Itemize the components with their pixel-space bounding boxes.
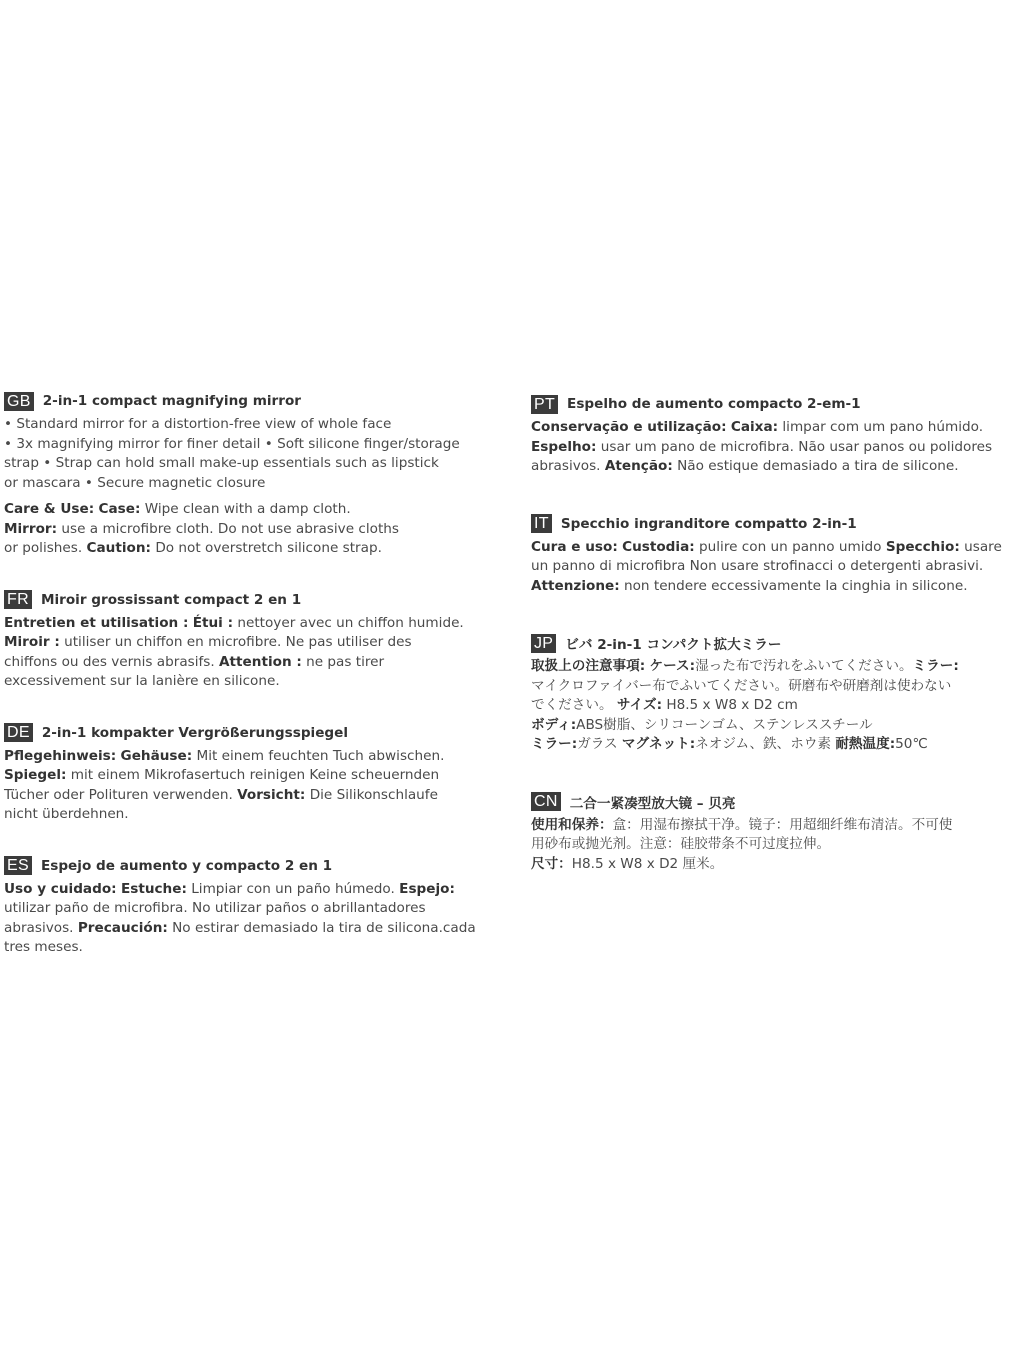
section-heading-pt bbox=[531, 393, 1024, 415]
lang-badge-cn: CN bbox=[531, 792, 561, 811]
care-line bbox=[4, 520, 499, 540]
case-label: Caixa: bbox=[730, 419, 779, 435]
care-label: Conservação e utilização: bbox=[531, 419, 727, 435]
caution-label: Atenção: bbox=[604, 458, 673, 474]
section-heading-cn bbox=[531, 791, 1024, 813]
care-line: nicht überdehnen. bbox=[4, 806, 129, 822]
care-line bbox=[531, 577, 1024, 597]
caution-text: non tendere eccessivamente la cinghia in silicone. bbox=[624, 577, 968, 594]
section-title-de: 2-in-1 kompakter Vergrößerungsspiegel bbox=[41, 724, 349, 741]
feature-line: or mascara • Secure magnetic closure bbox=[4, 474, 266, 491]
care-line bbox=[4, 614, 499, 634]
section-title-jp: ビバ 2-in-1 コンパクト拡大ミラー bbox=[565, 637, 782, 653]
feature-line: strap • Strap can hold small make-up essentials such as lipstick bbox=[4, 455, 439, 471]
care-line: 用砂布或抛光剂。注意：硅胶带条不可过度拉伸。 bbox=[531, 836, 831, 852]
care-line bbox=[531, 696, 1024, 716]
care-cn bbox=[531, 816, 1024, 875]
care-jp bbox=[531, 657, 1024, 755]
care-line bbox=[4, 766, 499, 786]
feature-line: • Standard mirror for a distortion-free view of whole face bbox=[4, 416, 392, 432]
case-text: pulire con un panno umido bbox=[699, 538, 882, 555]
magnet-label: マグネット: bbox=[621, 736, 696, 752]
mirror-label: Espelho: bbox=[531, 438, 597, 455]
case-text: Wipe clean with a damp cloth. bbox=[144, 501, 351, 517]
mirror-text-2: abrasivos. bbox=[4, 919, 74, 936]
care-label: Pflegehinweis: bbox=[4, 747, 117, 764]
care-line bbox=[4, 653, 499, 673]
section-title-fr: Miroir grossissant compact 2 en 1 bbox=[40, 591, 302, 608]
mirror-text-2: abrasivos. bbox=[531, 458, 601, 474]
section-jp bbox=[531, 632, 1024, 755]
section-heading-fr bbox=[4, 589, 499, 611]
mirror-label: ミラー: bbox=[912, 658, 959, 674]
caution-label: Caution: bbox=[86, 540, 151, 556]
care-line bbox=[531, 457, 1024, 477]
caution-text: Die Silikonschlaufe bbox=[309, 786, 438, 803]
section-cn bbox=[531, 791, 1024, 875]
care-line bbox=[4, 633, 499, 653]
case-label: ケース: bbox=[649, 658, 696, 674]
care-de bbox=[4, 747, 499, 825]
lang-badge-gb: GB bbox=[4, 392, 34, 411]
care-es bbox=[4, 880, 499, 958]
features-gb bbox=[4, 415, 499, 493]
lang-badge-jp: JP bbox=[531, 634, 556, 653]
mirror-text: usare bbox=[964, 538, 1002, 555]
care-line bbox=[4, 500, 499, 520]
care-gb bbox=[4, 500, 499, 559]
care-line bbox=[4, 539, 499, 559]
section-pt bbox=[531, 393, 1024, 477]
caution-text: No estirar demasiado la tira de silicona.cada bbox=[172, 919, 476, 936]
section-title-es: Espejo de aumento y compacto 2 en 1 bbox=[40, 857, 333, 874]
lang-badge-it: IT bbox=[531, 514, 552, 533]
care-line bbox=[531, 735, 1024, 755]
caution-text: Do not overstretch silicone strap. bbox=[155, 540, 382, 556]
mirror-text-2: chiffons ou des vernis abrasifs. bbox=[4, 653, 215, 670]
mirror-text: utiliser un chiffon en microfibre. Ne pas utiliser des bbox=[64, 634, 412, 650]
mirror-label: Miroir : bbox=[4, 634, 60, 650]
case-label: Custodia: bbox=[622, 538, 695, 555]
mirror-text-2: でください。 bbox=[531, 697, 613, 713]
mirror-text: mit einem Mikrofasertuch reinigen Keine scheuernden bbox=[70, 767, 440, 783]
care-line: excessivement sur la lanière en silicone. bbox=[4, 673, 280, 689]
care-line bbox=[531, 418, 1024, 438]
caution-label: Attenzione: bbox=[531, 577, 620, 594]
lang-badge-de: DE bbox=[4, 723, 33, 742]
mirror-label: Spiegel: bbox=[4, 767, 67, 783]
care-label: Cura e uso: bbox=[531, 538, 618, 555]
lang-badge-es: ES bbox=[4, 856, 32, 875]
care-line: マイクロファイバー布でふいてください。研磨布や研磨剤は使わない bbox=[531, 677, 952, 694]
care-label: 取扱上の注意事項: bbox=[531, 658, 646, 674]
care-line bbox=[4, 747, 499, 767]
section-heading-gb bbox=[4, 390, 499, 412]
mirror2-label: ミラー: bbox=[531, 736, 578, 752]
care-label: Care & Use: bbox=[4, 501, 95, 517]
care-line bbox=[4, 919, 499, 939]
care-line: utilizar paño de microfibra. No utilizar paños o abrillantadores bbox=[4, 900, 426, 916]
caution-label: Vorsicht: bbox=[237, 786, 306, 803]
care-label: Entretien et utilisation : bbox=[4, 614, 189, 631]
section-title-pt: Espelho de aumento compacto 2-em-1 bbox=[567, 396, 861, 412]
care-line: tres meses. bbox=[4, 939, 83, 955]
care-line bbox=[531, 538, 1024, 558]
section-es bbox=[4, 855, 499, 958]
section-heading-es bbox=[4, 855, 499, 877]
care-label: 使用和保养： bbox=[531, 816, 613, 833]
case-text: Limpiar con un paño húmedo. bbox=[191, 880, 395, 897]
left-column bbox=[4, 390, 499, 958]
body-text: ABS樹脂、シリコーンゴム、ステンレススチール bbox=[576, 716, 873, 733]
care-text: 盒：用湿布擦拭干净。镜子：用超细纤维布清洁。不可使 bbox=[612, 816, 953, 833]
section-heading-it bbox=[531, 513, 1024, 535]
care-line: un panno di microfibra Non usare strofinacci o detergenti abrasivi. bbox=[531, 558, 984, 574]
caution-text: ne pas tirer bbox=[306, 653, 385, 670]
mirror2-text: ガラス bbox=[577, 736, 618, 752]
section-fr bbox=[4, 589, 499, 692]
care-label: Uso y cuidado: bbox=[4, 880, 117, 897]
size-text: H8.5 x W8 x D2 cm bbox=[666, 697, 798, 713]
size-label: サイズ: bbox=[616, 697, 663, 713]
case-text: Mit einem feuchten Tuch abwischen. bbox=[196, 747, 445, 764]
feature-line: • 3x magnifying mirror for finer detail • Soft silicone finger/storage bbox=[4, 435, 460, 452]
right-column bbox=[531, 393, 1024, 874]
case-text: nettoyer avec un chiffon humide. bbox=[237, 614, 464, 631]
case-label: Case: bbox=[98, 501, 141, 517]
care-fr bbox=[4, 614, 499, 692]
care-pt bbox=[531, 418, 1024, 477]
section-title-it: Specchio ingranditore compatto 2-in-1 bbox=[560, 515, 857, 532]
size-label: 尺寸： bbox=[531, 855, 572, 872]
mirror-text: usar um pano de microfibra. Não usar panos ou polidores bbox=[600, 438, 993, 455]
section-it bbox=[531, 513, 1024, 597]
care-it bbox=[531, 538, 1024, 597]
section-de bbox=[4, 722, 499, 825]
caution-text: Não estique demasiado a tira de silicone. bbox=[677, 458, 959, 474]
care-line bbox=[4, 880, 499, 900]
mirror-label: Espejo: bbox=[399, 880, 455, 897]
care-line bbox=[531, 816, 1024, 836]
case-text: 湿った布で汚れをふいてください。 bbox=[695, 658, 913, 674]
heat-label: 耐熱温度: bbox=[835, 736, 896, 752]
magnet-text: ネオジム、鉄、ホウ素 bbox=[695, 736, 832, 752]
lang-badge-pt: PT bbox=[531, 395, 558, 414]
heat-text: 50℃ bbox=[895, 736, 928, 752]
mirror-label: Specchio: bbox=[885, 538, 960, 555]
care-line bbox=[531, 855, 1024, 875]
case-text: limpar com um pano húmido. bbox=[782, 419, 984, 435]
section-heading-jp bbox=[531, 632, 1024, 654]
care-line bbox=[531, 716, 1024, 736]
case-label: Gehäuse: bbox=[120, 747, 193, 764]
mirror-label: Mirror: bbox=[4, 520, 58, 537]
caution-label: Precaución: bbox=[77, 919, 168, 936]
lang-badge-fr: FR bbox=[4, 590, 32, 609]
care-line bbox=[531, 438, 1024, 458]
section-heading-de bbox=[4, 722, 499, 744]
section-title-cn: 二合一紧凑型放大镜 – 贝亮 bbox=[569, 795, 736, 812]
section-gb bbox=[4, 390, 499, 559]
body-label: ボディ: bbox=[531, 716, 577, 733]
care-line bbox=[4, 786, 499, 806]
case-label: Étui : bbox=[192, 614, 234, 631]
care-line bbox=[531, 657, 1024, 677]
mirror-text-2: Tücher oder Polituren verwenden. bbox=[4, 786, 233, 803]
mirror-text-2: or polishes. bbox=[4, 540, 83, 556]
caution-label: Attention : bbox=[219, 653, 302, 670]
section-title-gb: 2-in-1 compact magnifying mirror bbox=[42, 393, 301, 409]
mirror-text: use a microfibre cloth. Do not use abrasive cloths bbox=[61, 520, 399, 537]
case-label: Estuche: bbox=[120, 880, 187, 897]
size-text: H8.5 x W8 x D2 厘米。 bbox=[571, 855, 724, 872]
